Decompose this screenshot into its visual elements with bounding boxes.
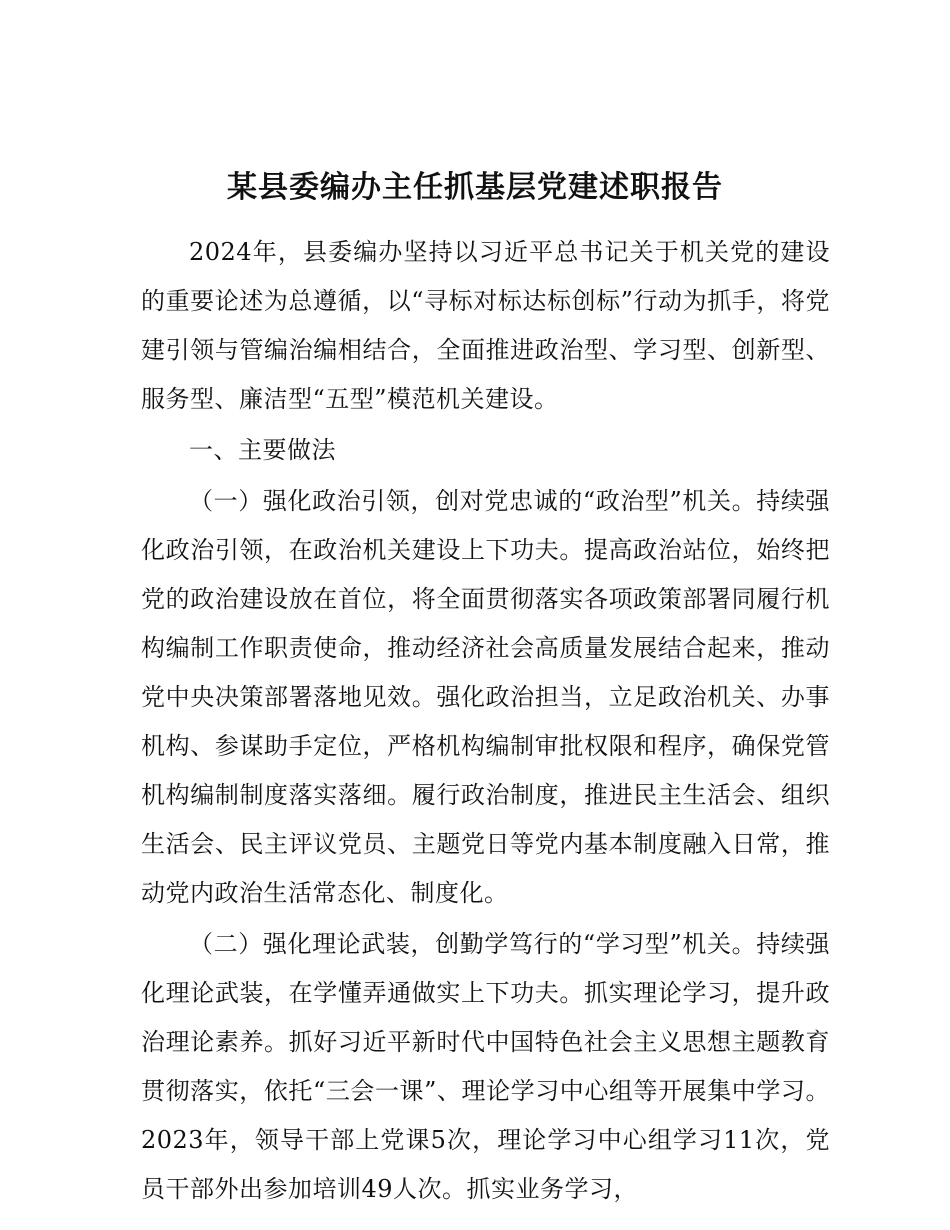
- paragraph-theory-study: （二）强化理论武装，创勤学笃行的“学习型”机关。持续强化理论武装，在学懂弄通做实上下功夫。抓实理论学习，提升政治理论素养。抓好习近平新时代中国特色社会主义思想主题教育贯彻落实，依托“三会一课”、理论学习中心组等开展集中学习。2023年，领导干部上党课5次，理论学习中心组学习11次，党员干部外出参加培训49人次。抓实业务学习，: [141, 930, 830, 1203]
- intro-paragraph: 2024年，县委编办坚持以习近平总书记关于机关党的建设的重要论述为总遵循，以“寻标对标达标创标”行动为抓手，将党建引领与管编治编相结合，全面推进政治型、学习型、创新型、服务型、廉洁型“五型”模范机关建设。: [141, 238, 830, 413]
- document-title: 某县委编办主任抓基层党建述职报告: [227, 170, 723, 205]
- section-heading-main-practices: 一、主要做法: [189, 436, 336, 464]
- paragraph-political-leadership: （一）强化政治引领，创对党忠诚的“政治型”机关。持续强化政治引领，在政治机关建设上下功夫。提高政治站位，始终把党的政治建设放在首位，将全面贯彻落实各项政策部署同履行机构编制工作职责使命，推动经济社会高质量发展结合起来，推动党中央决策部署落地见效。强化政治担当，立足政治机关、办事机构、参谋助手定位，严格机构编制审批权限和程序，确保党管机构编制制度落实落细。履行政治制度，推进民主生活会、组织生活会、民主评议党员、主题党日等党内基本制度融入日常，推动党内政治生活常态化、制度化。: [141, 487, 830, 907]
- document-body: [141, 228, 830, 1214]
